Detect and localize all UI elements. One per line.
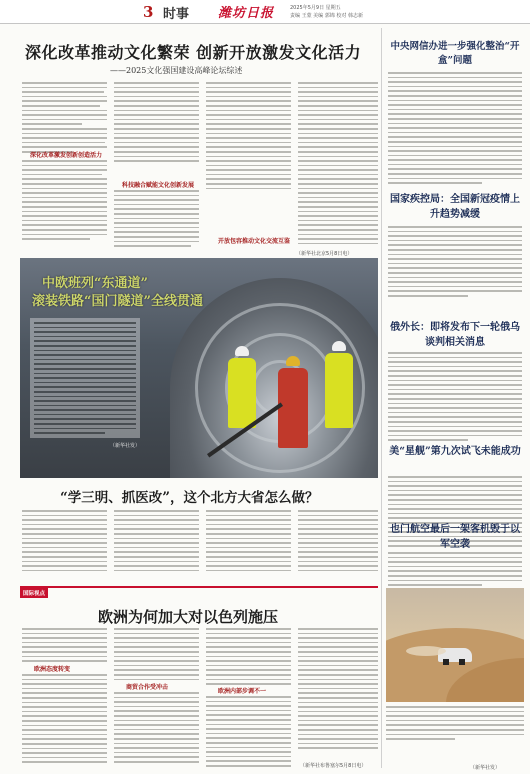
story-two-col-4 <box>298 510 378 571</box>
lead-subtitle-2: 科技融合赋能文化创新发展 <box>122 182 195 189</box>
story-two-col-2 <box>114 510 199 571</box>
sidebar-body-e <box>388 552 522 586</box>
helmet-yellow <box>286 356 300 366</box>
lead-body-col-2 <box>114 82 199 162</box>
dust-cloud <box>406 646 446 656</box>
editor-line: 责编 王蒙 美编 郭锦 校对 韩志新 <box>290 13 363 19</box>
story-three-col-2 <box>114 628 199 680</box>
story-three-col-1 <box>22 628 107 662</box>
column-divider <box>381 28 382 768</box>
story-three-col-4 <box>298 628 378 749</box>
sidebar-body-b <box>388 226 522 297</box>
story-three-col-3b <box>206 696 291 767</box>
lead-body-col-1 <box>22 82 107 153</box>
story-three-headline[interactable]: 欧洲为何加大对以色列施压 <box>98 608 279 626</box>
desert-photo-credit: （新华社发） <box>470 765 501 771</box>
sidebar-body-a <box>388 72 522 184</box>
story-three-subtitle-1: 欧洲态度转变 <box>34 666 71 673</box>
sidebar-body-c <box>388 352 522 441</box>
lead-body-col-4 <box>298 82 378 244</box>
sidebar-headline-e[interactable]: 也门航空最后一架客机毁于以军空袭 <box>390 524 520 550</box>
photo-caption <box>30 318 140 438</box>
story-three-subtitle-3: 欧洲内部步调不一 <box>218 688 267 695</box>
worker-left <box>228 358 256 428</box>
story-three-subtitle-2: 商贸合作受冲击 <box>126 684 169 691</box>
sidebar-headline-d[interactable]: 美“星舰”第九次试飞未能成功 <box>389 446 521 457</box>
story-two-col-1 <box>22 510 107 571</box>
paper-logo: 潍坊日报 <box>218 6 275 21</box>
photo-credit: （新华社发） <box>110 443 141 449</box>
helmet-white <box>235 346 249 356</box>
tunnel-photo[interactable] <box>20 258 378 478</box>
section-tag <box>20 586 378 595</box>
lead-subtitle-1: 深化改革激发创新创造活力 <box>30 152 103 159</box>
story-three-col-1b <box>22 674 107 763</box>
lead-subtitle-3: 开放包容推动文化交流互鉴 <box>218 238 291 245</box>
lead-subheadline: ——2025文化强国建设高峰论坛综述 <box>110 66 243 75</box>
desert-photo-caption <box>386 706 524 740</box>
lead-body-col-1b <box>22 160 107 240</box>
lead-body-col-3 <box>206 82 291 189</box>
worker-right <box>325 353 353 428</box>
photo-title-line1: 中欧班列“东通道” <box>42 276 148 291</box>
section-tag-label: 国际视点 <box>20 588 48 598</box>
sidebar-headline-c[interactable]: 俄外长：即将发布下一轮俄乌谈判相关消息 <box>390 322 520 348</box>
story-two-headline[interactable]: “学三明、抓医改”，这个北方大省怎么做？ <box>60 490 319 506</box>
story-three-col-3 <box>206 628 291 685</box>
lead-end-note: （新华社北京5月8日电） <box>296 251 353 257</box>
helmet-white <box>332 341 346 351</box>
sidebar-headline-a[interactable]: 中央网信办进一步强化整治“开盒”问题 <box>390 41 520 66</box>
lead-headline[interactable]: 深化改革推动文化繁荣 创新开放激发文化活力 <box>25 43 362 62</box>
desert-rally-photo[interactable] <box>386 588 524 702</box>
masthead <box>0 0 530 24</box>
sidebar-headline-b[interactable]: 国家疾控局：全国新冠疫情上升趋势减缓 <box>390 194 520 220</box>
story-three-col-2b <box>114 692 199 763</box>
story-three-end-note: （新华社布鲁塞尔5月8日电） <box>300 763 367 769</box>
worker-center <box>278 368 308 448</box>
section-name: 时事 <box>163 7 190 22</box>
story-two-col-3 <box>206 510 291 571</box>
page-number: 3 <box>143 3 154 21</box>
lead-body-col-2b <box>114 190 199 247</box>
date-line: 2025年5月9日 星期五 <box>290 5 341 11</box>
photo-title-line2: 滚装铁路“国门隧道”全线贯通 <box>32 294 203 309</box>
